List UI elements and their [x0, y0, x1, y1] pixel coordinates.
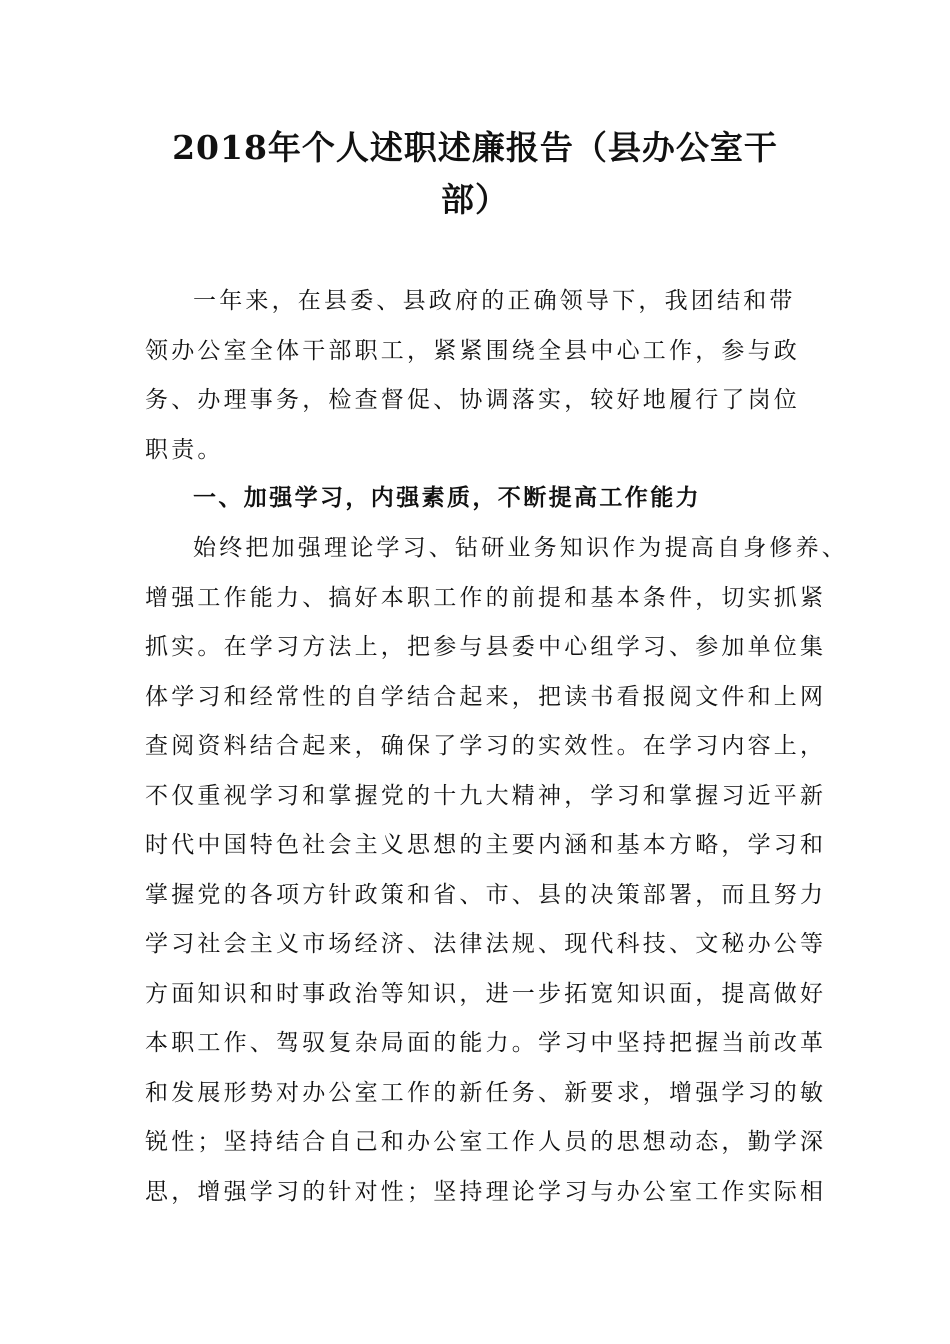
paragraph-line: 方面知识和时事政治等知识，进一步拓宽知识面，提高做好 — [145, 980, 827, 1007]
paragraph-line: 增强工作能力、搞好本职工作的前提和基本条件，切实抓紧 — [145, 584, 827, 611]
paragraph-line: 职责。 — [145, 436, 224, 463]
document-title — [150, 122, 800, 226]
paragraph-intro — [145, 277, 825, 475]
title-line: 部） — [441, 180, 509, 219]
paragraph-line: 领办公室全体干部职工，紧紧围绕全县中心工作，参与政 — [145, 337, 800, 364]
paragraph-line: 思，增强学习的针对性；坚持理论学习与办公室工作实际相 — [145, 1178, 827, 1205]
paragraph-line: 和发展形势对办公室工作的新任务、新要求，增强学习的敏 — [145, 1079, 827, 1106]
paragraph-line: 务、办理事务，检查督促、协调落实，较好地履行了岗位 — [145, 387, 800, 413]
paragraph-line: 掌握党的各项方针政策和省、市、县的决策部署，而且努力 — [145, 881, 827, 908]
paragraph-line: 锐性；坚持结合自己和办公室工作人员的思想动态，勤学深 — [145, 1129, 827, 1155]
paragraph-line: 学习社会主义市场经济、法律法规、现代科技、文秘办公等 — [145, 931, 827, 957]
paragraph-study — [145, 524, 848, 1217]
paragraph-line: 体学习和经常性的自学结合起来，把读书看报阅文件和上网 — [145, 683, 827, 710]
paragraph-line: 始终把加强理论学习、钻研业务知识作为提高自身修养、 — [193, 535, 848, 561]
paragraph-line: 不仅重视学习和掌握党的十九大精神，学习和掌握习近平新 — [145, 782, 827, 809]
title-line: 2018年个人述职述廉报告（县办公室干 — [172, 128, 778, 167]
paragraph-line: 时代中国特色社会主义思想的主要内涵和基本方略，学习和 — [145, 832, 827, 858]
paragraph-line: 一年来，在县委、县政府的正确领导下，我团结和带 — [193, 288, 796, 314]
paragraph-line: 本职工作、驾驭复杂局面的能力。学习中坚持把握当前改革 — [145, 1030, 827, 1056]
paragraph-line: 查阅资料结合起来，确保了学习的实效性。在学习内容上， — [145, 733, 827, 759]
section-heading: 一、加强学习，内强素质，不断提高工作能力 — [193, 485, 701, 511]
paragraph-line: 抓实。在学习方法上，把参与县委中心组学习、参加单位集 — [145, 634, 827, 660]
